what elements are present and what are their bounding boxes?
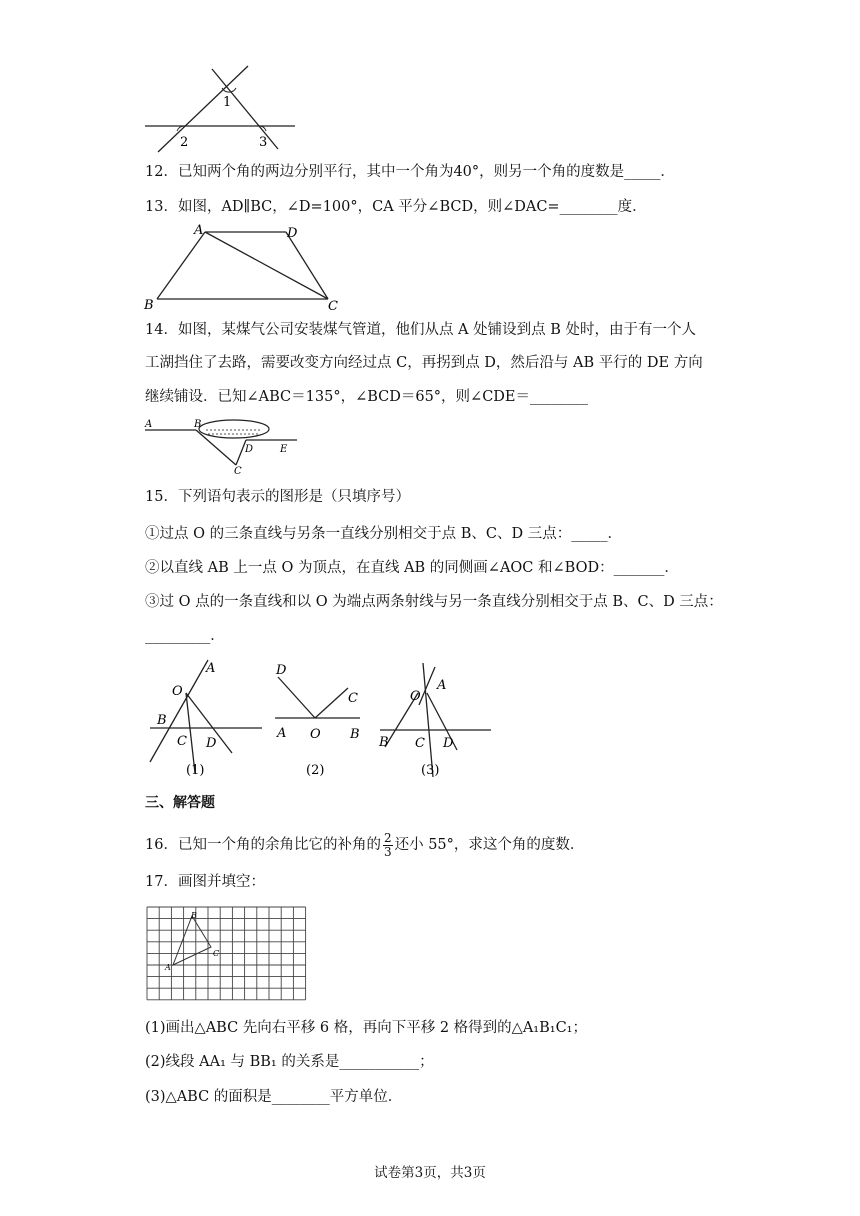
fig15-3-label-b: B	[379, 735, 389, 750]
q16-fraction-denominator: 3	[383, 844, 392, 859]
fig15-3-label-o: O	[410, 689, 421, 704]
q16-text-pre: 16．已知一个角的余角比它的补角的	[145, 837, 381, 853]
question-17-part-3: (3)△ABC 的面积是________平方单位．	[145, 1089, 403, 1105]
fig15-1-caption: (1)	[186, 763, 205, 778]
fig15-2-caption: (2)	[306, 763, 325, 778]
q16-text-post: 还小 55°，求这个角的度数．	[394, 837, 585, 853]
figure-q14	[142, 414, 302, 476]
fig15-3-label-c: C	[415, 736, 425, 751]
fig15-2-label-b: B	[350, 727, 360, 742]
fig14-label-e: E	[280, 444, 288, 455]
fig11-label-3: 3	[259, 135, 268, 150]
grid-label-a: A	[165, 963, 171, 972]
fig15-1-label-a: A	[206, 661, 216, 676]
question-15-item-1: ①过点 O 的三条直线与另条一直线分别相交于点 B、C、D 三点：_____．	[145, 526, 622, 542]
fig15-3-label-a: A	[437, 678, 447, 693]
question-17-part-2: (2)线段 AA₁ 与 BB₁ 的关系是___________；	[145, 1054, 434, 1070]
grid-label-c: C	[213, 949, 220, 958]
figure-q15-2	[270, 655, 380, 780]
q16-fraction-numerator: 2	[383, 830, 392, 845]
question-17-part-1: (1)画出△ABC 先向右平移 6 格，再向下平移 2 格得到的△A₁B₁C₁；	[145, 1020, 587, 1036]
fig14-label-a: A	[145, 419, 153, 430]
figure-q11	[140, 64, 310, 154]
question-15-item-3: ③过 O 点的一条直线和以 O 为端点两条射线与另一条直线分别相交于点 B、C、D 三点：	[145, 594, 723, 610]
fig13-label-a: A	[194, 223, 204, 238]
question-15-intro: 15．下列语句表示的图形是（只填序号）	[145, 489, 410, 505]
question-14-line-2: 工湖挡住了去路，需要改变方向经过点 C，再拐到点 D，然后沿与 AB 平行的 DE 方向	[145, 355, 703, 371]
fig15-2-label-a: A	[277, 726, 287, 741]
fig14-label-d: D	[245, 444, 254, 455]
fig13-label-b: B	[144, 298, 154, 313]
fig13-label-c: C	[328, 299, 338, 314]
fig15-3-caption: (3)	[421, 763, 440, 778]
q16-fraction	[383, 832, 393, 859]
fig11-label-1: 1	[223, 95, 232, 110]
page-footer: 试卷第3页，共3页	[374, 1165, 486, 1181]
grid-label-b: B	[191, 911, 197, 920]
question-14-line-1: 14．如图，某煤气公司安装煤气管道，他们从点 A 处铺设到点 B 处时，由于有一个人	[145, 322, 697, 338]
figure-q17-grid	[146, 906, 310, 1002]
question-12: 12．已知两个角的两边分别平行，其中一个角为40°，则另一个角的度数是_____．	[145, 164, 675, 180]
fig13-label-d: D	[287, 226, 298, 241]
fig15-2-label-o: O	[310, 727, 321, 742]
figure-q13	[142, 222, 352, 312]
question-15-item-2: ②以直线 AB 上一点 O 为顶点，在直线 AB 的同侧画∠AOC 和∠BOD：_______．	[145, 560, 679, 576]
fig15-2-label-d: D	[276, 663, 287, 678]
question-13: 13．如图，AD∥BC，∠D=100°，CA 平分∠BCD，则∠DAC=________度．	[145, 199, 647, 215]
fig15-3-label-d: D	[443, 736, 454, 751]
fig15-1-label-c: C	[177, 734, 187, 749]
fig15-2-label-c: C	[348, 691, 358, 706]
fig11-label-2: 2	[180, 135, 189, 150]
question-15-item-3-blank: _________．	[145, 628, 225, 644]
section-3-heading: 三、解答题	[145, 795, 215, 811]
fig14-label-c: C	[234, 466, 242, 477]
question-14-line-3: 继续铺设．已知∠ABC＝135°，∠BCD＝65°，则∠CDE＝________	[145, 389, 589, 405]
fig15-1-label-d: D	[206, 736, 217, 751]
fig15-1-label-o: O	[172, 684, 183, 699]
question-16	[145, 830, 584, 860]
fig15-1-label-b: B	[157, 713, 167, 728]
fig14-label-b: B	[194, 419, 202, 430]
figure-q15-3	[375, 655, 500, 780]
figure-q15-1	[140, 655, 270, 780]
question-17-intro: 17．画图并填空：	[145, 874, 265, 890]
